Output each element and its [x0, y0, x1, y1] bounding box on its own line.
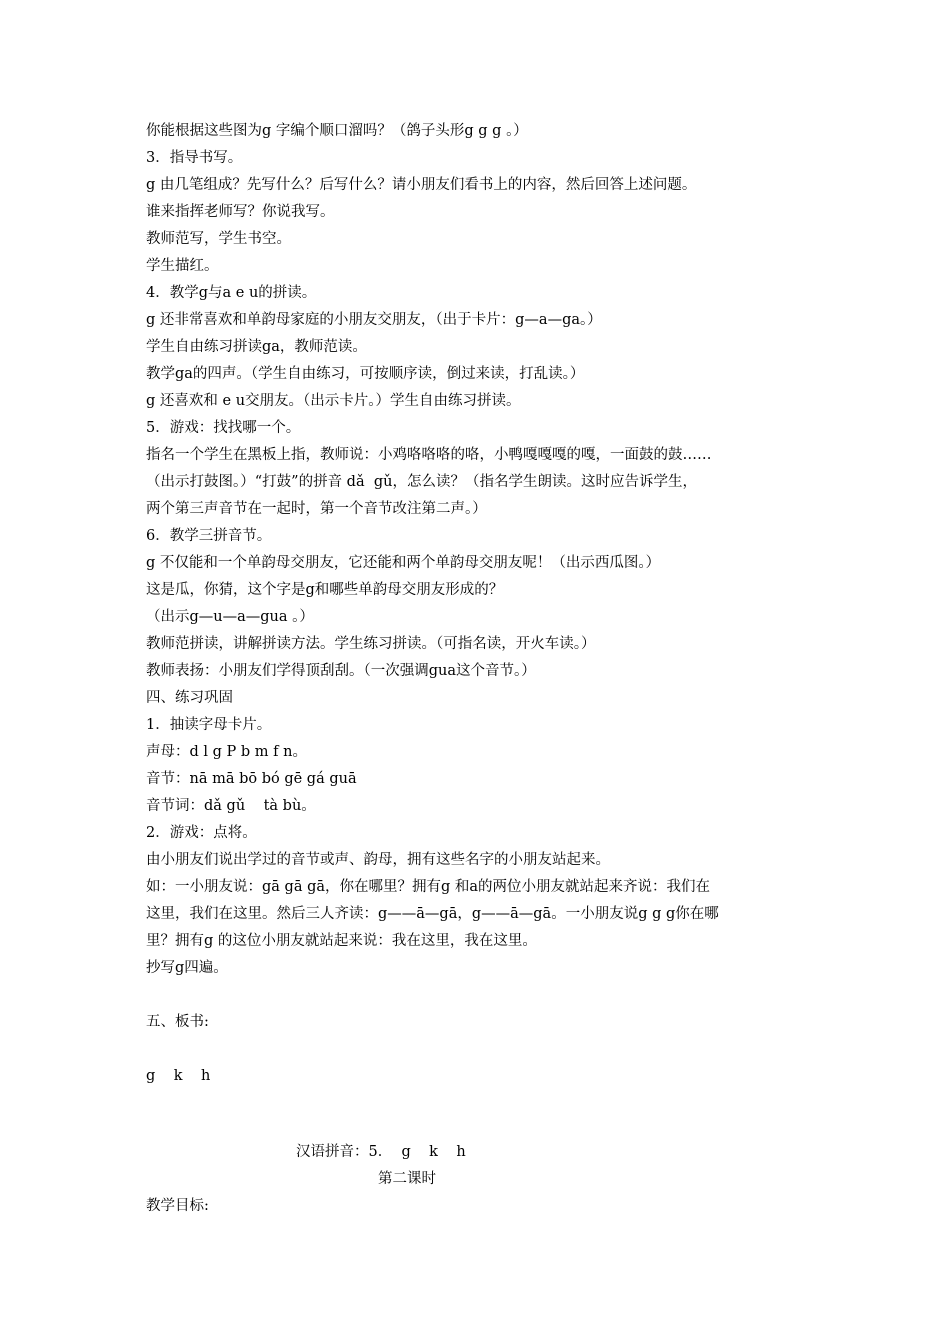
board-title: 汉语拼音：5． g k h [296, 1144, 466, 1160]
blank-line [146, 1036, 826, 1063]
text-line: 教师范拼读，讲解拼读方法。学生练习拼读。（可指名读，开火车读。） [146, 636, 596, 652]
text-line: 两个第三声音节在一起时，第一个音节改注第二声。） [146, 501, 487, 517]
text-line: 里？拥有g 的这位小朋友就站起来说：我在这里，我在这里。 [146, 933, 537, 949]
text-line: 这里，我们在这里。然后三人齐读：g——ā—gā，g——ā—gā。一小朋友说g g g你在哪 [146, 906, 719, 922]
text-line: 音节词：dǎ gǔ tà bù。 [146, 798, 316, 814]
text-line: g 由几笔组成？先写什么？后写什么？请小朋友们看书上的内容，然后回答上述问题。 [146, 177, 697, 193]
text-line: g 还非常喜欢和单韵母家庭的小朋友交朋友，（出于卡片：g—a—ga。） [146, 312, 602, 328]
text-line: 2．游戏：点将。 [146, 825, 257, 841]
text-line: 5．游戏：找找哪一个。 [146, 420, 301, 436]
text-line: （出示g—u—a—gua 。） [146, 609, 314, 625]
text-line: 这是瓜，你猜，这个字是g和哪些单韵母交朋友形成的？ [146, 582, 504, 598]
text-line: 学生自由练习拼读ga，教师范读。 [146, 339, 367, 355]
section-heading: 四、练习巩固 [146, 690, 233, 706]
text-line: 教师范写，学生书空。 [146, 231, 291, 247]
text-line: （出示打鼓图。）“打鼓”的拼音 dǎ gǔ，怎么读？（指名学生朗读。这时应告诉学生， [146, 474, 697, 490]
text-line: g 还喜欢和 e u交朋友。（出示卡片。）学生自由练习拼读。 [146, 393, 521, 409]
text-line: 你能根据这些图为g 字编个顺口溜吗？（鸽子头形g g g 。） [146, 123, 528, 139]
blank-line [146, 982, 826, 1009]
text-line: 指名一个学生在黑板上指，教师说：小鸡咯咯咯的咯，小鸭嘎嘎嘎的嘎，一面鼓的鼓…… [146, 447, 712, 463]
text-line: 教学ga的四声。（学生自由练习，可按顺序读，倒过来读，打乱读。） [146, 366, 585, 382]
text-line: 4．教学g与a e u的拼读。 [146, 285, 317, 301]
lesson-title: 第二课时 [378, 1171, 436, 1187]
text-line: 声母：d l g P b m f n。 [146, 744, 307, 760]
text-line: 学生描红。 [146, 258, 219, 274]
section-heading-board: 五、板书: [146, 1014, 209, 1030]
text-line: 音节：nā mā bō bó gē gá guā [146, 771, 357, 787]
text-line: 抄写g四遍。 [146, 960, 228, 976]
text-line: 谁来指挥老师写？你说我写。 [146, 204, 335, 220]
document-body [146, 118, 826, 1090]
text-line: 由小朋友们说出学过的音节或声、韵母，拥有这些名字的小朋友站起来。 [146, 852, 610, 868]
text-line: 6．教学三拼音节。 [146, 528, 272, 544]
board-letters: g k h [146, 1068, 211, 1084]
text-line: 3．指导书写。 [146, 150, 243, 166]
text-line: 如：一小朋友说：gā gā gā，你在哪里？拥有g 和a的两位小朋友就站起来齐说：我们在 [146, 879, 711, 895]
teaching-goal-label: 教学目标: [146, 1198, 209, 1214]
text-line: 1．抽读字母卡片。 [146, 717, 272, 733]
text-line: 教师表扬：小朋友们学得顶刮刮。（一次强调gua这个音节。） [146, 663, 536, 679]
text-line: g 不仅能和一个单韵母交朋友，它还能和两个单韵母交朋友呢！（出示西瓜图。） [146, 555, 661, 571]
